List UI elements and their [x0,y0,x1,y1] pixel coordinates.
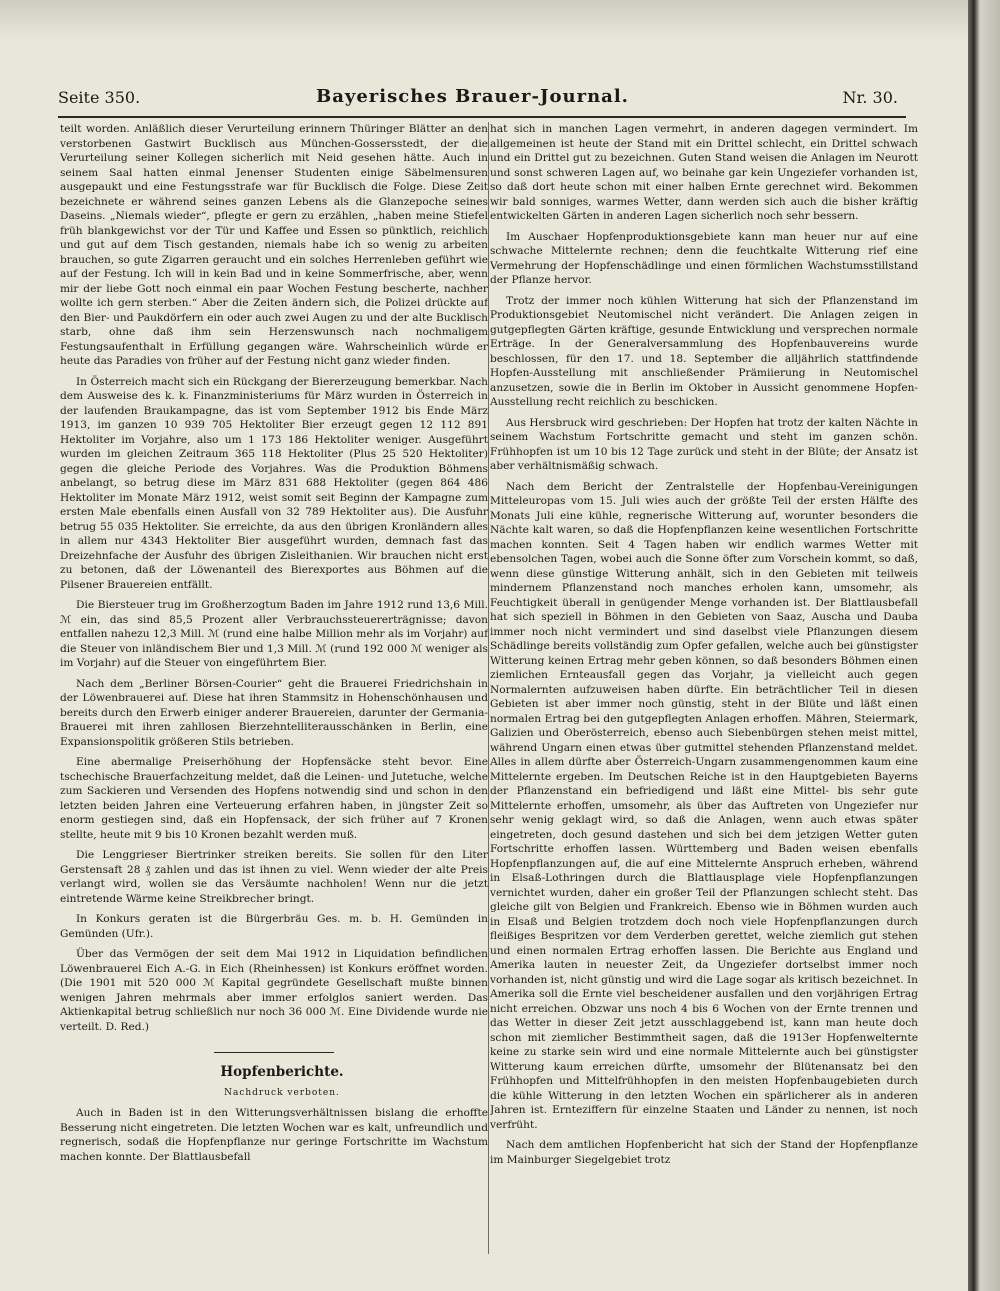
paragraph: In Österreich macht sich ein Rückgang der Biererzeugung bemerkbar. Nach dem Ausweise des k. k. Finanzministeriums für März wurden in Österreich in der laufenden Braukampagne, das ist vom September 1912 bis Ende März 1913, im ganzen 10 939 705 Hektoliter Bier erzeugt gegen 12 112 891 Hektoliter im Vorjahre, also um 1 173 186 Hektoliter weniger. Ausgeführt wurden im gleichen Zeitraum 365 118 Hektoliter (Plus 25 520 Hektoliter) gegen die gleiche Periode des Vorjahres. Was die Produktion Böhmens anbelangt, so betrug diese im März 831 688 Hektoliter (gegen 864 486 Hektoliter im Monate März 1912, weist somit seit Beginn der Kampagne zum ersten Male ebenfalls einen Ausfall von 32 789 Hektoliter aus). Die Ausfuhr betrug 55 035 Hektoliter. Sie erreichte, da aus den übrigen Kronländern alles in allem nur 4343 Hektoliter Bier ausgeführt wurden, demnach fast das Dreizehnfache der Ausfuhr des übrigen Zisleithanien. Wir brauchen nicht erst zu betonen, daß der Löwenanteil des Bierexportes aus Böhmen auf die Pilsener Brauereien entfällt. [60,375,488,591]
paragraph: Die Lenggrieser Biertrinker streiken bereits. Sie sollen für den Liter Gerstensaft 28 ₰ zahlen und das ist ihnen zu viel. Wenn wieder der alte Preis verlangt wird, wollen sie das Versäumte nachholen! Wenn nur die jetzt eintretende Wärme keine Streikbrecher bringt. [60,849,488,905]
page-header [58,86,898,116]
paragraph: hat sich in manchen Lagen vermehrt, in anderen dagegen vermindert. Im allgemeinen ist heute der Stand mit ein Drittel schlecht, ein Drittel schwach und ein Drittel gut zu bezeichnen. Guten Stand weisen die Anlagen im Neurott und sonst schweren Lagen auf, wo beinahe gar kein Ungeziefer vorhanden ist, so daß dort heute schon mit einer halben Ernte gerechnet wird. Bekommen wir bald sonniges, warmes Wetter, dann werden sich auch die bisher kräftig entwickelten Gärten in anderen Lagen sicherlich noch sehr bessern. [490,123,918,222]
section-subtitle: Nachdruck verboten. [224,1087,340,1098]
left-column [60,122,488,1262]
issue-number: Nr. 30. [842,88,898,107]
paragraph: Im Auschaer Hopfenproduktionsgebiete kann man heuer nur auf eine schwache Mittelernte rechnen; denn die feuchtkalte Witterung rief eine Vermehrung der Hopfenschädlinge und einen förmlichen Wachstumsstillstand der Pflanze hervor. [490,230,918,286]
paragraph: teilt worden. Anläßlich dieser Verurteilung erinnern Thüringer Blätter an den verstorbenen Gastwirt Bucklisch aus München-Gossersstedt, der die Verurteilung seiner Kollegen sicherlich mit Neid gesehen hätte. Auch in seinem Saal hatten einmal Jenenser Studenten einige Säbelmensuren ausgepaukt und eine Festungsstrafe war für Bucklisch die Folge. Diese Zeit bezeichnete er während seines ganzen Lebens als die Glanzepoche seines Daseins. „Niemals wieder“, pflegte er gern zu erzählen, „haben meine Stiefel früh blankgewichst vor der Tür und Kaffee und Essen so pünktlich, reichlich und gut auf dem Tisch gestanden, niemals habe ich so wenig zu arbeiten brauchen, so gute Zigarren geraucht und ein solches Herrenleben geführt wie auf der Festung. Ich will in kein Bad und in keine Sommerfrische, aber, wenn mir der liebe Gott noch einmal ein paar Wochen Festung bescherte, nachher wollte ich gern sterben.“ Aber die Zeiten ändern sich, die Polizei drückte auf den Bier- und Paukdörfern ein oder auch zwei Augen zu und der alte Bucklisch starb, ohne daß ihm sein Herzenswunsch nach nochmaligem Festungsaufenthalt in Erfüllung gegangen wäre. Wahrscheinlich würde er heute das Paradies von früher auf der Festung nicht ganz wieder finden. [60,123,488,367]
journal-title: Bayerisches Brauer-Journal. [316,86,629,107]
paragraph: Über das Vermögen der seit dem Mai 1912 in Liquidation befindlichen Löwenbrauerei Eich A.-G. in Eich (Rheinhessen) ist Konkurs eröffnet worden. (Die 1901 mit 520 000 ℳ Kapital gegründete Gesellschaft mußte binnen wenigen Jahren mehrmals aber immer erfolglos saniert werden. Das Aktienkapital betrug schließlich nur noch 36 000 ℳ. Eine Dividende wurde nie verteilt. D. Red.) [60,948,488,1033]
section-title: Hopfenberichte. [220,1064,344,1080]
paragraph: Trotz der immer noch kühlen Witterung hat sich der Pflanzenstand im Produktionsgebiet Neutomischel nicht verändert. Die Anlagen zeigen in gutgepflegten Gärten kräftige, gesunde Entwicklung und versprechen normale Erträge. In der Generalversammlung des Hopfenbauvereins wurde beschlossen, für den 17. und 18. September die alljährlich stattfindende Hopfen-Ausstellung mit anschließender Prämiierung in Neutomischel anzusetzen, sowie die in Berlin im Oktober in Aussicht genommene Hopfen-Ausstellung recht reichlich zu beschicken. [490,294,918,408]
paragraph: Auch in Baden ist in den Witterungsverhältnissen bislang die erhoffte Besserung nicht eingetreten. Die letzten Wochen war es kalt, unfreundlich und regnerisch, sodaß die Hopfenpflanze nur geringe Fortschritte im Wachstum machen konnte. Der Blattlausbefall [60,1107,488,1163]
paragraph: Die Biersteuer trug im Großherzogtum Baden im Jahre 1912 rund 13,6 Mill. ℳ ein, das sind 85,5 Prozent aller Verbrauchssteuererträgnisse; davon entfallen nahezu 12,3 Mill. ℳ (rund eine halbe Million mehr als im Vorjahr) auf die Steuer von inländischem Bier und 1,3 Mill. ℳ (rund 192 000 ℳ weniger als im Vorjahr) auf die Steuer von eingeführtem Bier. [60,599,488,669]
paragraph: Nach dem amtlichen Hopfenbericht hat sich der Stand der Hopfenpflanze im Mainburger Siegelgebiet trotz [490,1139,918,1166]
right-column [490,122,918,1262]
top-shadow [0,0,968,40]
page-edge [968,0,1000,1291]
paragraph: In Konkurs geraten ist die Bürgerbräu Ges. m. b. H. Gemünden in Gemünden (Ufr.). [60,913,488,940]
section-rule [214,1052,334,1053]
page-number: Seite 350. [58,88,141,107]
paragraph: Eine abermalige Preiserhöhung der Hopfensäcke steht bevor. Eine tschechische Brauerfachzeitung meldet, daß die Leinen- und Jutetuche, welche zum Sackieren und Versenden des Hopfens notwendig sind und schon in den letzten beiden Jahren eine Verteuerung erfahren haben, in jüngster Zeit so enorm gestiegen sind, daß ein Hopfensack, der sich früher auf 7 Kronen stellte, heute mit 9 bis 10 Kronen bezahlt werden muß. [60,756,488,841]
paragraph: Aus Hersbruck wird geschrieben: Der Hopfen hat trotz der kalten Nächte in seinem Wachstum Fortschritte gemacht und steht im ganzen schön. Frühhopfen ist um 10 bis 12 Tage zurück und steht in der Blüte; der Ansatz ist aber verhältnismäßig schwach. [490,416,918,472]
column-divider [488,122,489,1254]
header-rule [58,116,906,118]
paragraph: Nach dem „Berliner Börsen-Courier“ geht die Brauerei Friedrichshain in der Löwenbrauerei auf. Diese hat ihren Stammsitz in Hohenschönhausen und bereits durch den Erwerb einiger anderer Brauereien, darunter der Germania-Brauerei mit ihren zahllosen Bierzehntelliterausschänken in Berlin, eine Expansionspolitik größeren Stils betrieben. [60,677,488,748]
paragraph: Nach dem Bericht der Zentralstelle der Hopfenbau-Vereinigungen Mitteleuropas vom 15. Juli wies auch der größte Teil der ersten Hälfte des Monats Juli eine kühle, regnerische Witterung auf, worunter besonders die Nächte kalt waren, so daß die Hopfenpflanzen keine wesentlichen Fortschritte machen konnten. Seit 4 Tagen haben wir endlich warmes Wetter mit ebensolchen Tagen, wobei auch die Sonne öfter zum Vorschein kommt, so daß, wenn diese günstige Witterung anhält, sich in den Gebieten mit teilweis mindernem Pflanzenstand noch manches erholen kann, umsomehr, als Feuchtigkeit überall in genügender Menge vorhanden ist. Der Blattlausbefall hat sich speziell in Böhmen in den Gebieten von Saaz, Auscha und Dauba immer noch nicht vermindert und sind daselbst viele Pflanzungen diesem Schädlinge bereits vollständig zum Opfer gefallen, welche auch bei günstigster Witterung keinen Ertrag mehr geben können, so daß besonders Böhmen einen ziemlichen Ernteausfall gegen das Vorjahr, ja vielleicht auch gegen Normalernten aufzuweisen haben dürfte. Ein beträchtlicher Teil in diesen Gebieten ist aber immer noch günstig, steht in der Blüte und läßt einen normalen Ertrag bei den gutgepflegten Anlagen erhoffen. Mähren, Steiermark, Galizien und Oberösterreich, ebenso auch Siebenbürgen stehen meist mittel, während Ungarn einen etwas über gutmittel stehenden Pflanzenstand meldet. Alles in allem dürfte aber Österreich-Ungarn zusammengenommen kaum eine Mittelernte ergeben. Im Deutschen Reiche ist in den Hauptgebieten Bayerns der Pflanzenstand ein befriedigend und läßt eine Mittel- bis sehr gute Mittelernte erhoffen, umsomehr, als über das Auftreten von Ungeziefer nur sehr wenig geklagt wird, so daß die Anlagen, wenn auch etwas später eingetreten, doch gesund dastehen und sich bei dem jetzigen Wetter guten Fortschritte erhoffen lassen. Württemberg und Baden weisen ebenfalls Hopfenpflanzungen auf, die auf eine Mittelernte Anspruch erheben, während in Elsaß-Lothringen durch die Blattlausplage viele Hopfenpflanzungen vernichtet wurden, daher ein großer Teil der Pflanzungen schlecht steht. Das gleiche gilt von Belgien und Frankreich. Ebenso wie in Böhmen wurden auch in Elsaß und Belgien trotzdem doch noch viele Hopfenpflanzungen durch fleißiges Bespritzen vor dem Verderben gerettet, welche ziemlich gut stehen und einen normalen Ertrag erhoffen lassen. Die Berichte aus England und Amerika lauten in neuester Zeit, da Ungeziefer dortselbst immer noch vorhanden ist, nicht günstig und wird die Lage sogar als kritisch bezeichnet. In Amerika soll die Ernte viel bescheidener ausfallen und den vorjährigen Ertrag nicht erreichen. Obzwar uns noch 4 bis 6 Wochen von der Ernte trennen und das Wetter in dieser Zeit jetzt ausschlaggebend ist, kann man heute doch schon mit ziemlicher Bestimmtheit sagen, daß die 1913er Hopfenwelternte keine zu starke sein wird und eine normale Mittelernte auch bei günstigster Witterung kaum erreichen dürfte, umsomehr der Blütenansatz bei den Frühhopfen und Mittelfrühhopfen in den meisten Hopfenbaugebieten durch die kühle Witterung in den letzten Wochen ein spärlicherer als in anderen Jahren ist. Ernteziffern für einzelne Staaten und Länder zu nennen, ist noch verfrüht. [490,480,918,1131]
